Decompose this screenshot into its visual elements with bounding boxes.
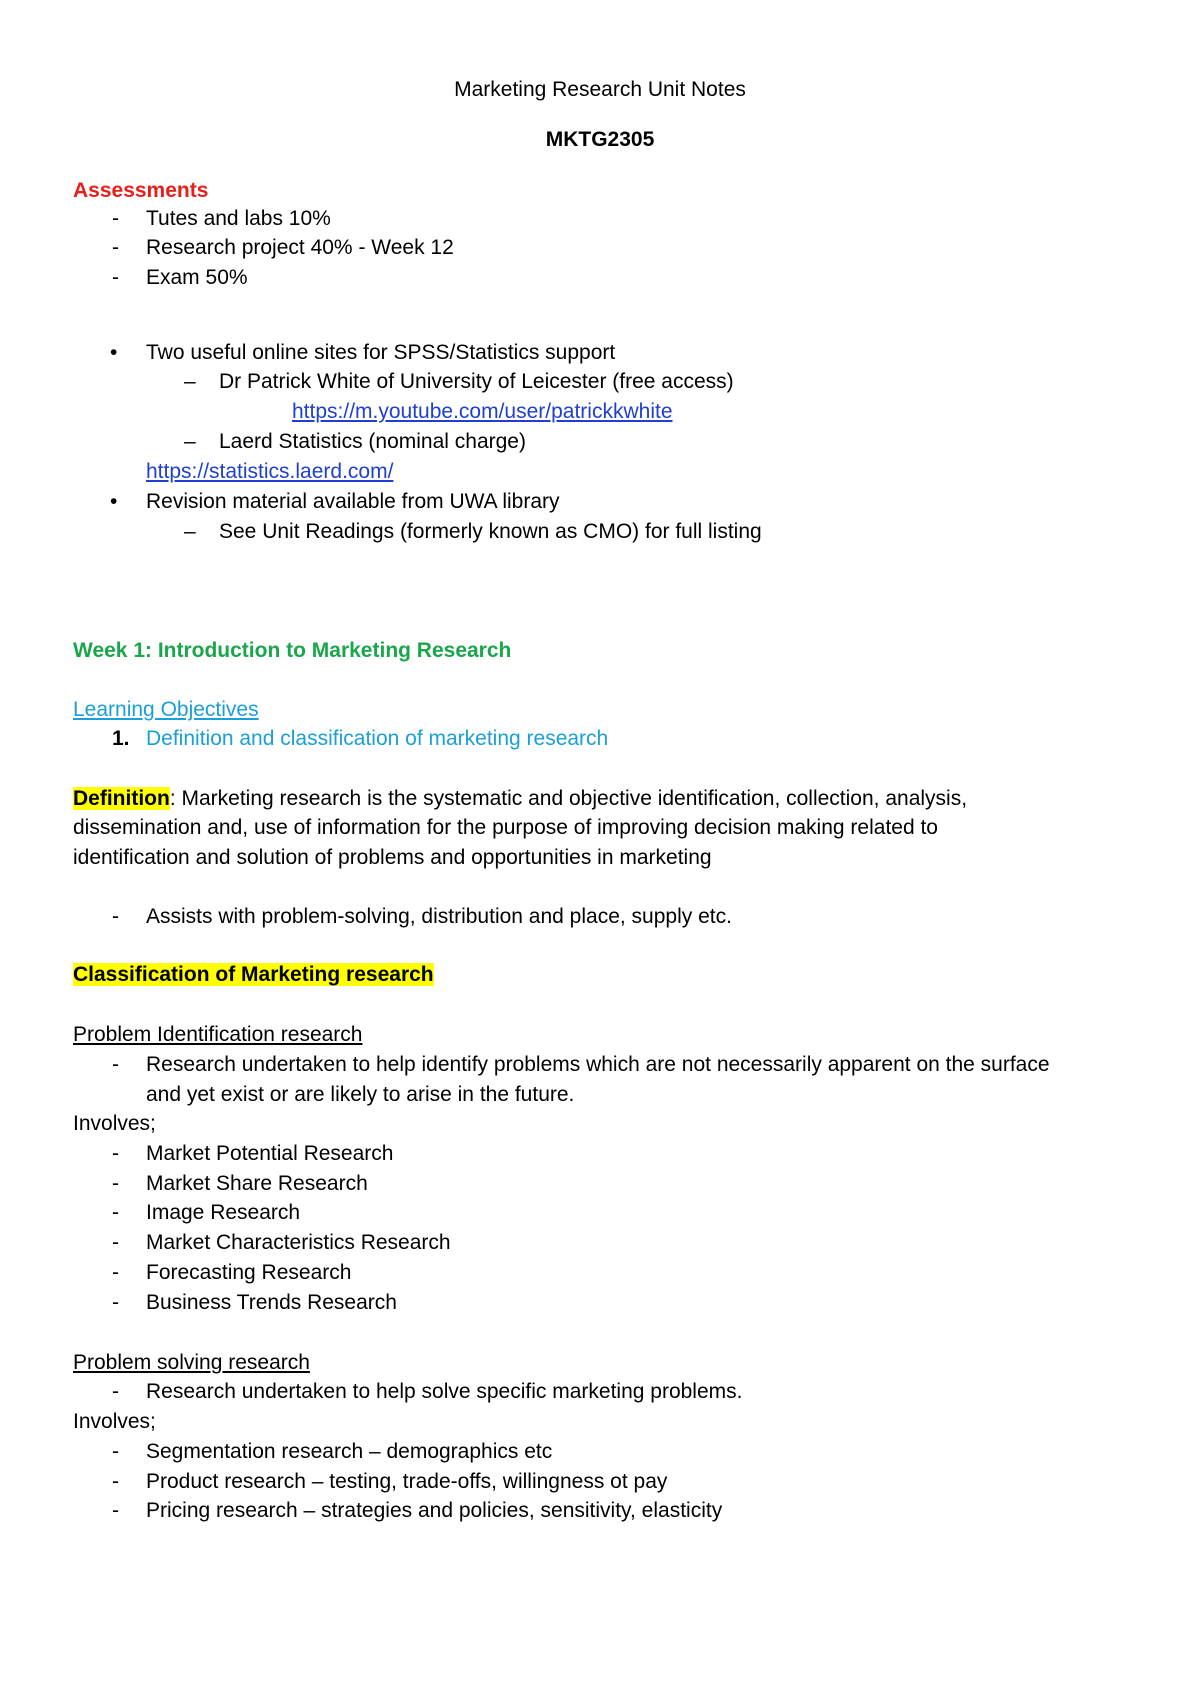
learning-objectives-heading: Learning Objectives: [73, 698, 259, 721]
list-item: Market Potential Research: [146, 1142, 394, 1165]
definition-text: : Marketing research is the systematic and objective identification, collection, analysis,: [169, 787, 968, 810]
dash-marker: -: [112, 905, 119, 928]
document-title: Marketing Research Unit Notes: [454, 78, 746, 101]
problem-identification-heading: Problem Identification research: [73, 1023, 363, 1046]
dash-marker: -: [112, 1470, 119, 1493]
list-item: Forecasting Research: [146, 1261, 352, 1284]
list-item: Image Research: [146, 1201, 301, 1224]
dash-marker: -: [112, 1440, 119, 1463]
involves-label: Involves;: [73, 1112, 156, 1135]
dash-marker: -: [112, 1231, 119, 1254]
bullet-marker: •: [110, 341, 118, 364]
list-item: Product research – testing, trade-offs, willingness ot pay: [146, 1470, 668, 1493]
list-item: Segmentation research – demographics etc: [146, 1440, 553, 1463]
problem-identification-desc: Research undertaken to help identify problems which are not necessarily apparent on the surface: [146, 1053, 1050, 1076]
list-item: Market Share Research: [146, 1172, 368, 1195]
assessments-heading: Assessments: [73, 179, 209, 202]
dash-marker: -: [112, 1261, 119, 1284]
unit-readings-note: See Unit Readings (formerly known as CMO) for full listing: [219, 520, 762, 543]
dash-marker: -: [112, 1142, 119, 1165]
list-item: Business Trends Research: [146, 1291, 397, 1314]
endash-marker: –: [184, 370, 196, 393]
definition-line: [73, 786, 967, 812]
dash-marker: -: [112, 1172, 119, 1195]
classification-heading: Classification of Marketing research: [73, 963, 434, 986]
dash-marker: -: [112, 207, 119, 230]
link-laerd-statistics[interactable]: https://statistics.laerd.com/: [146, 460, 394, 483]
dash-marker: -: [112, 1053, 119, 1076]
objective-number: 1.: [112, 727, 130, 750]
dash-marker: -: [112, 236, 119, 259]
dash-marker: -: [112, 1499, 119, 1522]
objective-1: Definition and classification of marketing research: [146, 727, 609, 750]
assessment-item: Research project 40% - Week 12: [146, 236, 454, 259]
problem-identification-desc: and yet exist or are likely to arise in the future.: [146, 1083, 575, 1106]
problem-solving-desc: Research undertaken to help solve specific marketing problems.: [146, 1380, 743, 1403]
definition-line: dissemination and, use of information for the purpose of improving decision making related to: [73, 816, 938, 839]
bullet-marker: •: [110, 490, 118, 513]
link-youtube-patrickkwhite[interactable]: https://m.youtube.com/user/patrickkwhite: [292, 400, 673, 423]
assists-note: Assists with problem-solving, distribution and place, supply etc.: [146, 905, 732, 928]
definition-line: identification and solution of problems and opportunities in marketing: [73, 846, 712, 869]
assessment-item: Exam 50%: [146, 266, 248, 289]
dash-marker: -: [112, 1201, 119, 1224]
endash-marker: –: [184, 430, 196, 453]
revision-note: Revision material available from UWA library: [146, 490, 560, 513]
list-item: Market Characteristics Research: [146, 1231, 451, 1254]
dash-marker: -: [112, 1291, 119, 1314]
problem-solving-heading: Problem solving research: [73, 1351, 310, 1374]
support-site-leicester: Dr Patrick White of University of Leicester (free access): [219, 370, 734, 393]
course-code: MKTG2305: [545, 128, 655, 151]
assessment-item: Tutes and labs 10%: [146, 207, 331, 230]
definition-label: Definition: [73, 787, 170, 810]
support-intro: Two useful online sites for SPSS/Statistics support: [146, 341, 616, 364]
involves-label: Involves;: [73, 1410, 156, 1433]
week1-heading: Week 1: Introduction to Marketing Research: [73, 639, 512, 662]
dash-marker: -: [112, 1380, 119, 1403]
endash-marker: –: [184, 520, 196, 543]
dash-marker: -: [112, 266, 119, 289]
list-item: Pricing research – strategies and policies, sensitivity, elasticity: [146, 1499, 723, 1522]
support-site-laerd: Laerd Statistics (nominal charge): [219, 430, 526, 453]
